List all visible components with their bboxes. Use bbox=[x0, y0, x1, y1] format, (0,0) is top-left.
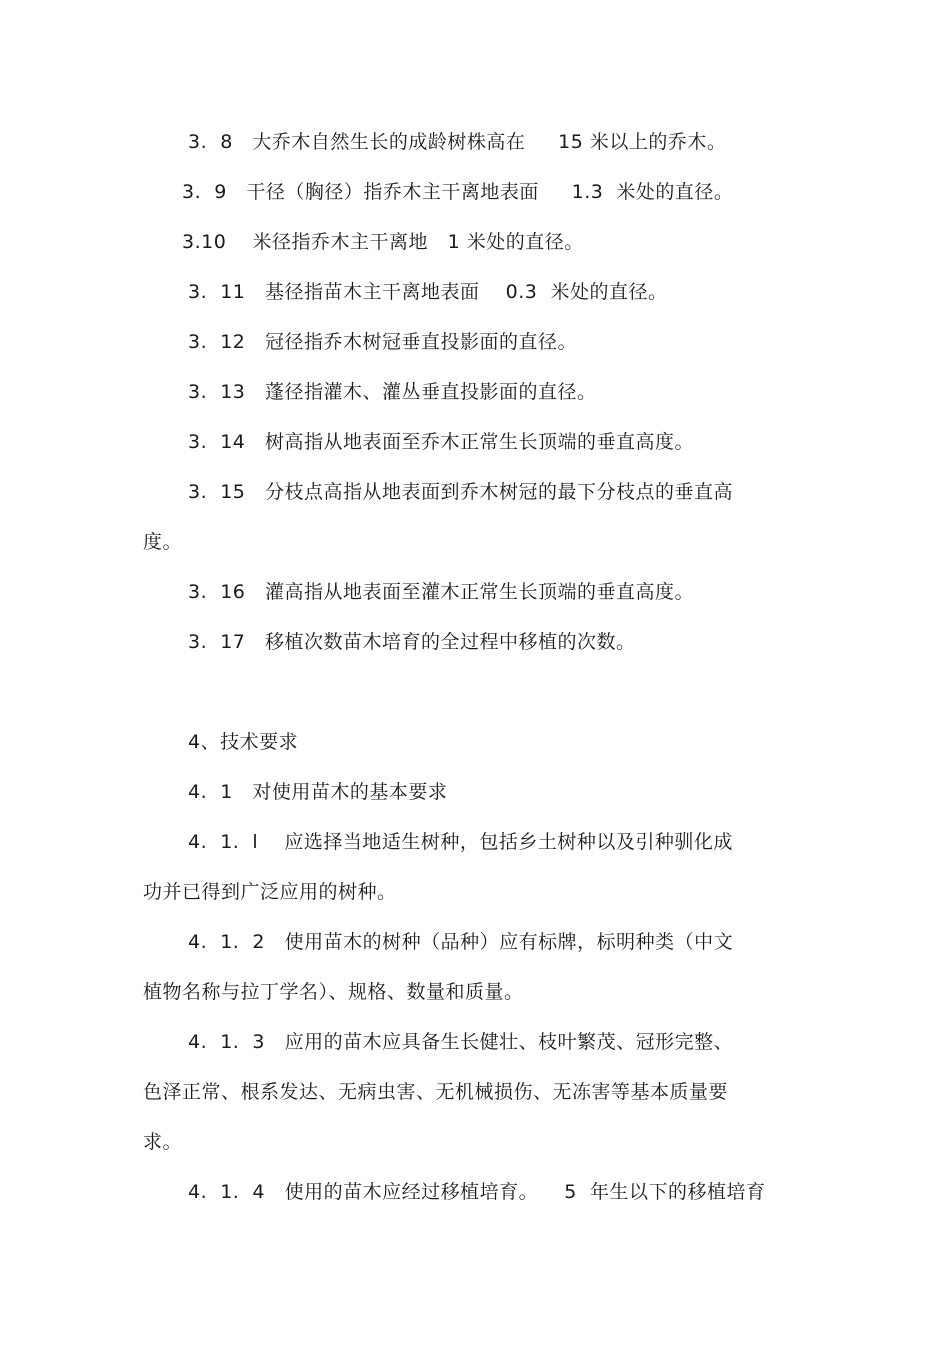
item-3-8: 3. 8 大乔木自然生长的成龄树株高在 15 米以上的乔木。 bbox=[188, 131, 727, 153]
item-3-11: 3. 11 基径指苗木主干离地表面 0.3 米处的直径。 bbox=[188, 281, 668, 303]
item-3-10: 3.10 米径指乔木主干离地 1 米处的直径。 bbox=[182, 231, 584, 253]
item-3-12: 3. 12 冠径指乔木树冠垂直投影面的直径。 bbox=[188, 331, 578, 353]
item-4-1-3-line-2: 色泽正常、根系发达、无病虫害、无机械损伤、无冻害等基本质量要 bbox=[143, 1081, 729, 1103]
item-4-1-1-line-2: 功并已得到广泛应用的树种。 bbox=[143, 881, 397, 903]
item-3-15-line-2: 度。 bbox=[143, 531, 183, 553]
item-3-9: 3. 9 干径（胸径）指乔木主干离地表面 1.3 米处的直径。 bbox=[182, 181, 734, 203]
section-heading-4: 4、技术要求 bbox=[188, 731, 299, 753]
item-3-17: 3. 17 移植次数苗木培育的全过程中移植的次数。 bbox=[188, 631, 636, 653]
item-4-1: 4. 1 对使用苗木的基本要求 bbox=[188, 781, 448, 803]
item-3-16: 3. 16 灌高指从地表面至灌木正常生长顶端的垂直高度。 bbox=[188, 581, 695, 603]
item-3-14: 3. 14 树高指从地表面至乔木正常生长顶端的垂直高度。 bbox=[188, 431, 695, 453]
item-4-1-2-line-2: 植物名称与拉丁学名）、规格、数量和质量。 bbox=[143, 981, 524, 1003]
item-4-1-2-line-1: 4. 1. 2 使用苗木的树种（品种）应有标牌，标明种类（中文 bbox=[188, 931, 734, 953]
item-3-15-line-1: 3. 15 分枝点高指从地表面到乔木树冠的最下分枝点的垂直高 bbox=[188, 481, 734, 503]
item-4-1-3-line-1: 4. 1. 3 应用的苗木应具备生长健壮、枝叶繁茂、冠形完整、 bbox=[188, 1031, 734, 1053]
item-4-1-1-line-1: 4. 1. l 应选择当地适生树种，包括乡土树种以及引种驯化成 bbox=[188, 831, 733, 853]
item-3-13: 3. 13 蓬径指灌木、灌丛垂直投影面的直径。 bbox=[188, 381, 597, 403]
item-4-1-4-line-1: 4. 1. 4 使用的苗木应经过移植培育。 5 年生以下的移植培育 bbox=[188, 1181, 766, 1203]
item-4-1-3-line-3: 求。 bbox=[143, 1131, 183, 1153]
